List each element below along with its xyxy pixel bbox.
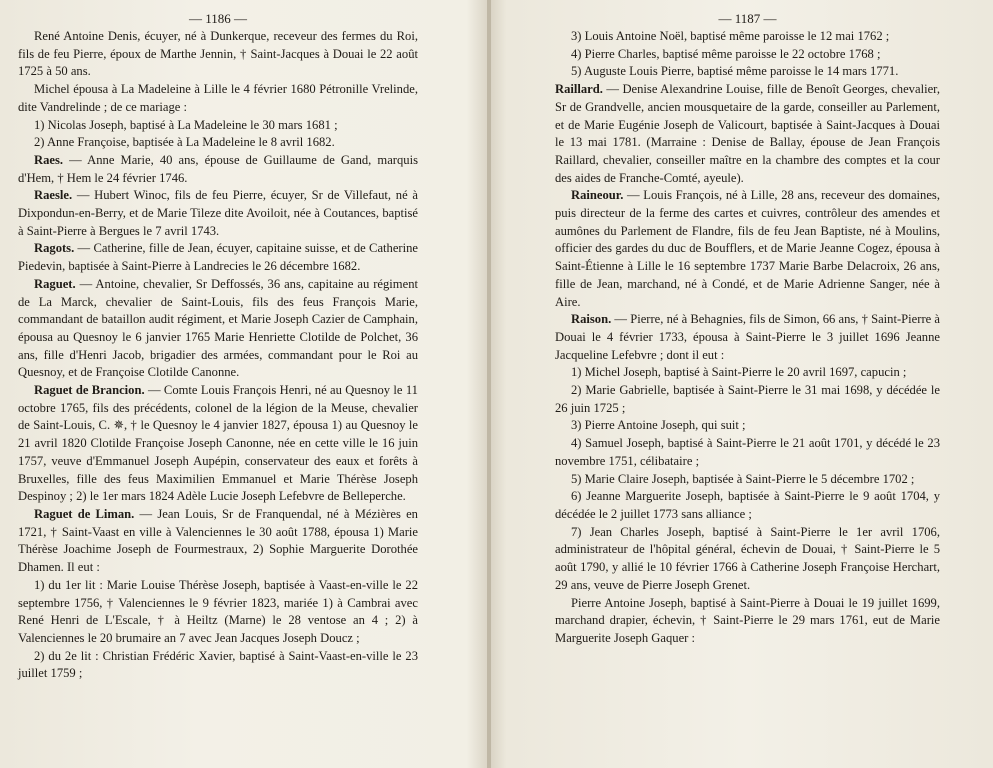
entry [18,187,418,240]
paragraph-text: 5) Auguste Louis Pierre, baptisé même paroisse le 14 mars 1771. [571,64,899,79]
paragraph-text: 2) Marie Gabrielle, baptisée à Saint-Pierre le 31 mai 1698, y décédée le 26 juin 1725 ; [555,383,940,415]
paragraph [555,28,940,46]
paragraph-text: 1) Nicolas Joseph, baptisé à La Madeleine le 30 mars 1681 ; [34,117,338,132]
entry-heading: Raison. [571,312,612,327]
left-page [18,0,418,768]
entry-heading: Raesle. [34,188,73,203]
paragraph [555,382,940,417]
entry-text: — Jean Louis, Sr de Franquendal, né à Mézières en 1721, † Saint-Vaast en ville à Valenciennes le 30 août 1788, épousa 1) Marie Thérèse Joachime Joseph de Fourmestraux, 2) Sophie Marguerite Dorothée Dhamen. Il eut : [18,506,418,575]
entry-text: — Antoine, chevalier, Sr Deffossés, 36 ans, capitaine au régiment de La Marck, chevalier de Saint-Louis, fils des feus François Marie, commandant de bataillon audit régiment, et Marie Joseph Cazier de Camphain, épousa au Quesnoy le 6 janvier 1765 Marie Henriette Clotilde de Polchet, 36 ans, fille d'Henri Jacob, brigadier des armées, commandant pour le Roi au Quesnoy, et de Françoise Clotilde Canonne. [18,276,418,380]
entry-text: — Hubert Winoc, fils de feu Pierre, écuyer, Sr de Villefaut, né à Dixpondun-en-Berry, et de Marie Tileze dite Avoiloit, née à Coutances, baptisé à Saint-Pierre à Bergues le 7 avril 1743. [18,188,418,238]
paragraph [555,63,940,81]
book-gutter [487,0,491,768]
entry-heading: Raes. [34,152,64,167]
paragraph-text: 1) du 1er lit : Marie Louise Thérèse Joseph, baptisée à Vaast-en-ville le 22 septembre 1756, † Valenciennes le 9 février 1823, mariée 1) à Cambrai avec René Henri de L'Escale, † à Heiltz (Marne) le 28 ventose an 4 ; 2) à Valenciennes le 20 brumaire an 7 avec Jean Jacques Joseph Doucz ; [18,577,418,645]
entry-text: — Louis François, né à Lille, 28 ans, receveur des domaines, puis directeur de la ferme des cartes et cuivres, contrôleur des amendes et aumônes du Parlement de Flandre, fils de feu Jean Baptiste, né à Moulins, officier des gardes du duc de Boufflers, et de Marie Jeanne Cogez, épousa à Saint-Étienne à Lille le 16 septembre 1737 Marie Barbe Delacroix, 26 ans, fille de Jean, marchand, né à Condé, et de Marie Adrienne Sanger, née à Aire. [555,188,940,309]
entry [18,382,418,506]
paragraph [18,81,418,116]
entry [18,506,418,577]
entry [18,276,418,382]
paragraph [18,28,418,81]
right-page [555,0,940,768]
entry [18,240,418,275]
entry-heading: Ragots. [34,241,75,256]
paragraph-text: 4) Pierre Charles, baptisé même paroisse le 22 octobre 1768 ; [571,46,881,61]
paragraph-text: 7) Jean Charles Joseph, baptisé à Saint-Pierre le 1er avril 1706, administrateur de l'hôpital général, échevin de Douai, † Saint-Pierre le 5 août 1790, y allié le 10 février 1766 à Catherine Joseph Françoise Herchart, 29 ans, veuve de Pierre Joseph Grenet. [555,524,940,592]
entry [18,152,418,187]
entry [555,81,940,187]
paragraph-text: 5) Marie Claire Joseph, baptisée à Saint-Pierre le 5 décembre 1702 ; [571,471,915,486]
paragraph [555,488,940,523]
paragraph-text: 3) Louis Antoine Noël, baptisé même paroisse le 12 mai 1762 ; [571,29,890,43]
paragraph [555,435,940,470]
page-number-right: — 1187 — [718,11,777,26]
paragraph-text: Pierre Antoine Joseph, baptisé à Saint-Pierre à Douai le 19 juillet 1699, marchand drapier, échevin, † Saint-Pierre le 29 mars 1761, eut de Marie Marguerite Joseph Gaquer : [555,595,940,645]
entry-heading: Raguet de Liman. [34,506,135,521]
paragraph-text: 1) Michel Joseph, baptisé à Saint-Pierre le 20 avril 1697, capucin ; [571,365,907,380]
paragraph-text: 3) Pierre Antoine Joseph, qui suit ; [571,418,746,433]
paragraph-text: 2) Anne Françoise, baptisée à La Madeleine le 8 avril 1682. [34,135,335,150]
paragraph [18,648,418,683]
paragraph [555,471,940,489]
paragraph-text: 6) Jeanne Marguerite Joseph, baptisée à Saint-Pierre le 9 août 1704, y décédée le 2 juillet 1773 sans alliance ; [555,489,940,521]
paragraph-text: 2) du 2e lit : Christian Frédéric Xavier, baptisé à Saint-Vaast-en-ville le 23 juillet 1759 ; [18,648,418,681]
left-page-body [18,28,418,683]
entry-heading: Raguet de Brancion. [34,383,145,398]
paragraph-text: 4) Samuel Joseph, baptisé à Saint-Pierre le 21 août 1701, y décédé le 23 novembre 1751, célibataire ; [555,436,940,468]
paragraph [18,117,418,135]
entry-text: — Comte Louis François Henri, né au Quesnoy le 11 octobre 1765, fils des précédents, colonel de la légion de la Meuse, chevalier de Saint-Louis, C. ✵, † le Quesnoy le 4 janvier 1827, épousa 1) au Quesnoy le 21 avril 1820 Clotilde Françoise Joseph Canonne, née en cette ville le 16 juin 1757, veuve d'Emmanuel Joseph Aupépin, conservateur des eaux et forêts à Bruxelles, fille des feus Maximilien Emmanuel et Marie Thérèse Joseph Despinoy ; 2) le 1er mars 1824 Adèle Lucie Joseph Lefebvre de Belleperche. [18,383,418,504]
entry-heading: Raillard. [555,82,603,97]
entry [555,187,940,311]
right-page-body [555,28,940,648]
paragraph [18,134,418,152]
paragraph [555,417,940,435]
paragraph [555,364,940,382]
entry-text: — Denise Alexandrine Louise, fille de Benoît Georges, chevalier, Sr de Grandvelle, ancien mousquetaire de la garde, conseiller au Parlement, et de Marie Eugénie Joseph de Valicourt, baptisée à Saint-Jacques à Douai le 13 mai 1781. (Marraine : Denise de Ballay, épouse de Jean François Raillard, chevalier, conseiller maître en la chambre des comptes et la cour des aides de Franche-Comté, ayeule). [555,82,940,185]
entry-text: — Catherine, fille de Jean, écuyer, capitaine suisse, et de Catherine Piedevin, baptisée à Saint-Pierre à Landrecies le 26 décembre 1682. [18,241,418,274]
paragraph [555,524,940,595]
paragraph [555,595,940,648]
paragraph-text: René Antoine Denis, écuyer, né à Dunkerque, receveur des fermes du Roi, fils de feu Pierre, époux de Marthe Jennin, † Saint-Jacques à Douai le 22 août 1725 à 50 ans. [18,29,418,79]
entry-heading: Raineour. [571,188,624,203]
paragraph [18,577,418,648]
paragraph [555,46,940,64]
page-number-left: — 1186 — [188,11,248,26]
entry-heading: Raguet. [34,276,76,291]
paragraph-text: Michel épousa à La Madeleine à Lille le 4 février 1680 Pétronille Vrelinde, dite Vandrelinde ; de ce mariage : [18,82,418,114]
entry-text: — Anne Marie, 40 ans, épouse de Guillaume de Gand, marquis d'Hem, † Hem le 24 février 1746. [18,152,418,185]
entry [555,311,940,364]
entry-text: — Pierre, né à Behagnies, fils de Simon, 66 ans, † Saint-Pierre à Douai le 4 février 1733, épousa à Saint-Pierre le 3 juillet 1696 Jeanne Jacqueline Lefebvre ; dont il eut : [555,312,940,362]
